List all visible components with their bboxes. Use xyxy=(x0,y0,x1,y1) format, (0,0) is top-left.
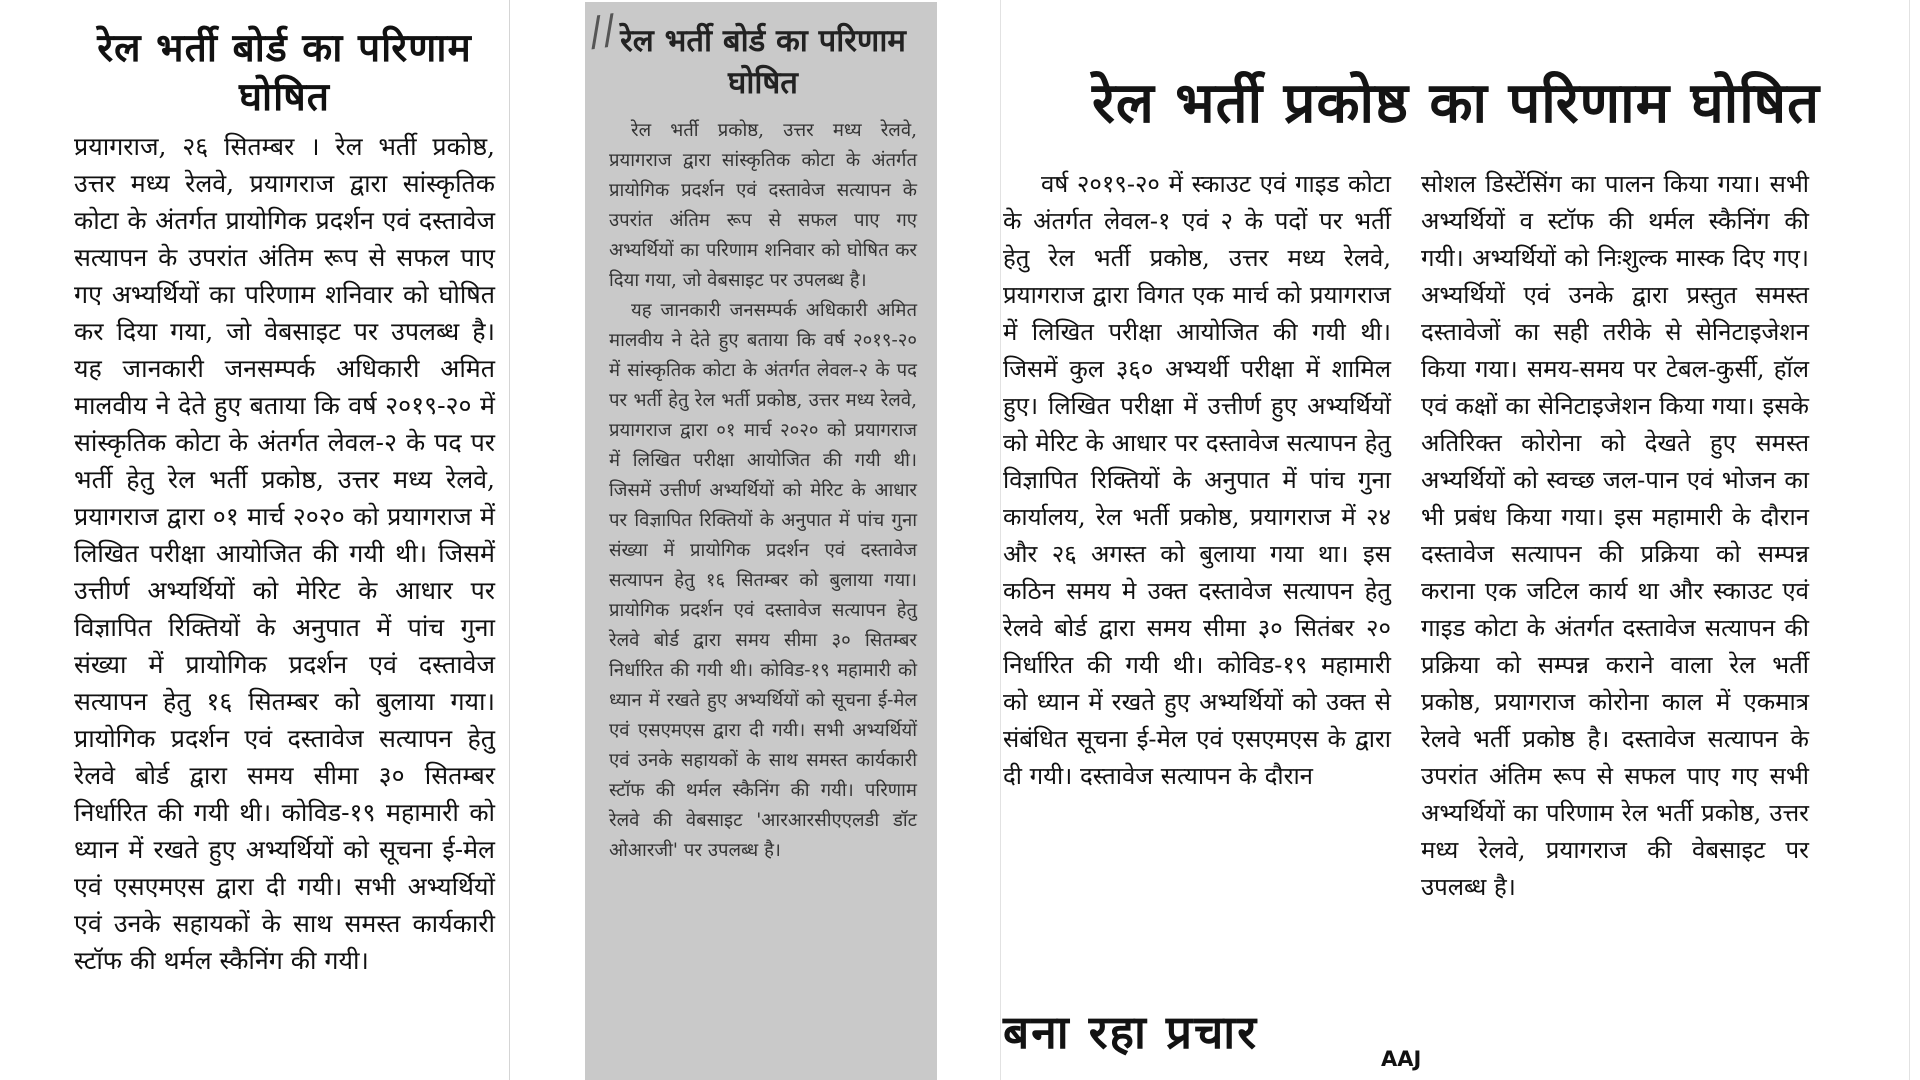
clipping-2-paragraph-1: रेल भर्ती प्रकोष्ठ, उत्तर मध्य रेलवे, प्रयागराज द्वारा सांस्कृतिक कोटा के अंतर्गत प्रायोगिक प्रदर्शन एवं दस्तावेज सत्यापन के उपरांत अंतिम रूप से सफल पाए गए अभ्यर्थियों का परिणाम शनिवार को घोषित कर दिया गया, जो वेबसाइट पर उपलब्ध है। xyxy=(609,120,917,291)
clipping-1-headline: रेल भर्ती बोर्ड का परिणाम घोषित xyxy=(97,25,472,120)
newspaper-clipping-1 xyxy=(30,0,510,1080)
clipping-1-body: प्रयागराज, २६ सितम्बर । रेल भर्ती प्रकोष्ठ, उत्तर मध्य रेलवे, प्रयागराज द्वारा सांस्कृतिक कोटा के अंतर्गत प्रायोगिक प्रदर्शन एवं दस्तावेज सत्यापन के उपरांत अंतिम रूप से सफल पाए गए अभ्यर्थियों का परिणाम शनिवार को घोषित कर दिया गया, जो वेबसाइट पर उपलब्ध है। यह जानकारी जनसम्पर्क अधिकारी अमित मालवीय ने देते हुए बताया कि वर्ष २०१९-२० में सांस्कृतिक कोटा के अंतर्गत लेवल-२ के पद पर भर्ती हेतु रेल भर्ती प्रकोष्ठ, उत्तर मध्य रेलवे, प्रयागराज द्वारा ०१ मार्च २०२० को प्रयागराज में लिखित परीक्षा आयोजित की गयी थी। जिसमें उत्तीर्ण अभ्यर्थियों को मेरिट के आधार पर विज्ञापित रिक्तियों के अनुपात में पांच गुना संख्या में प्रायोगिक प्रदर्शन एवं दस्तावेज सत्यापन हेतु १६ सितम्बर को बुलाया गया। प्रायोगिक प्रदर्शन एवं दस्तावेज सत्यापन हेतु रेलवे बोर्ड द्वारा समय सीमा ३० सितम्बर निर्धारित की गयी थी। कोविड-१९ महामारी को ध्यान में रखते हुए अभ्यर्थियों को सूचना ई-मेल एवं एसएमएस द्वारा दी गयी। सभी अभ्यर्थियों एवं उनके सहायकों के साथ समस्त कार्यकारी स्टॉफ की थर्मल स्कैनिंग की गयी। xyxy=(74,132,495,975)
newspaper-clipping-2 xyxy=(585,2,937,1080)
clipping-3-source-mark: AAJ xyxy=(1381,1047,1422,1071)
clipping-3-byline: बना रहा प्रचार xyxy=(1003,1005,1259,1059)
clipping-2-paragraph-2: यह जानकारी जनसम्पर्क अधिकारी अमित मालवीय ने देते हुए बताया कि वर्ष २०१९-२० में सांस्कृतिक कोटा के अंतर्गत लेवल-२ के पद पर भर्ती हेतु रेल भर्ती प्रकोष्ठ, उत्तर मध्य रेलवे, प्रयागराज द्वारा ०१ मार्च २०२० को प्रयागराज में लिखित परीक्षा आयोजित की गयी थी। जिसमें उत्तीर्ण अभ्यर्थियों को मेरिट के आधार पर विज्ञापित रिक्तियों के अनुपात में पांच गुना संख्या में प्रायोगिक प्रदर्शन एवं दस्तावेज सत्यापन हेतु १६ सितम्बर को बुलाया गया। प्रायोगिक प्रदर्शन एवं दस्तावेज सत्यापन हेतु रेलवे बोर्ड द्वारा समय सीमा ३० सितम्बर निर्धारित की गयी थी। कोविड-१९ महामारी को ध्यान में रखते हुए अभ्यर्थियों को सूचना ई-मेल एवं एसएमएस द्वारा दी गयी। सभी अभ्यर्थियों एवं उनके सहायकों के साथ समस्त कार्यकारी स्टॉफ की थर्मल स्कैनिंग की गयी। परिणाम रेलवे की वेबसाइट 'आरआरसीएएलडी डॉट ओआरजी' पर उपलब्ध है। xyxy=(609,300,917,861)
clipping-3-column-right: सोशल डिस्टेंसिंग का पालन किया गया। सभी अभ्यर्थियों व स्टॉफ की थर्मल स्कैनिंग की गयी। अभ्यर्थियों को निःशुल्क मास्क दिए गए। अभ्यर्थियों एवं उनके द्वारा प्रस्तुत समस्त दस्तावेजों का सही तरीके से सेनिटाइजेशन किया गया। समय-समय पर टेबल-कुर्सी, हॉल एवं कक्षों का सेनिटाइजेशन किया गया। इसके अतिरिक्त कोरोना को देखते हुए समस्त अभ्यर्थियों को स्वच्छ जल-पान एवं भोजन का भी प्रबंध किया गया। इस महामारी के दौरान दस्तावेज सत्यापन की प्रक्रिया को सम्पन्न कराना एक जटिल कार्य था और स्काउट एवं गाइड कोटा के अंतर्गत दस्तावेज सत्यापन की प्रक्रिया को सम्पन्न कराने वाला रेल भर्ती प्रकोष्ठ, प्रयागराज कोरोना काल में एकमात्र रेलवे भर्ती प्रकोष्ठ है। दस्तावेज सत्यापन के उपरांत अंतिम रूप से सफल पाए गए सभी अभ्यर्थियों का परिणाम रेल भर्ती प्रकोष्ठ, उत्तर मध्य रेलवे, प्रयागराज की वेबसाइट पर उपलब्ध है। xyxy=(1421,170,1809,901)
clipping-2-headline: रेल भर्ती बोर्ड का परिणाम घोषित xyxy=(620,23,906,101)
pen-mark-icon: // xyxy=(585,6,620,56)
clipping-3-headline: रेल भर्ती प्रकोष्ठ का परिणाम घोषित xyxy=(1091,70,1821,136)
clipping-3-column-left: वर्ष २०१९-२० में स्काउट एवं गाइड कोटा के अंतर्गत लेवल-१ एवं २ के पदों पर भर्ती हेतु रेल भर्ती प्रकोष्ठ, उत्तर मध्य रेलवे, प्रयागराज द्वारा विगत एक मार्च को प्रयागराज में लिखित परीक्षा आयोजित की गयी थी। जिसमें कुल ३६० अभ्यर्थी परीक्षा में शामिल हुए। लिखित परीक्षा में उत्तीर्ण हुए अभ्यर्थियों को मेरिट के आधार पर दस्तावेज सत्यापन हेतु विज्ञापित रिक्तियों के अनुपात में पांच गुना कार्यालय, रेल भर्ती प्रकोष्ठ, प्रयागराज में २४ और २६ अगस्त को बुलाया गया था। इस कठिन समय मे उक्त दस्तावेज सत्यापन हेतु रेलवे बोर्ड द्वारा समय सीमा ३० सितंबर २० निर्धारित की गयी थी। कोविड-१९ महामारी को ध्यान में रखते हुए अभ्यर्थियों को उक्त से संबंधित सूचना ई-मेल एवं एसएमएस के द्वारा दी गयी। दस्तावेज सत्यापन के दौरान xyxy=(1003,170,1391,790)
newspaper-clipping-3 xyxy=(1000,0,1910,1080)
